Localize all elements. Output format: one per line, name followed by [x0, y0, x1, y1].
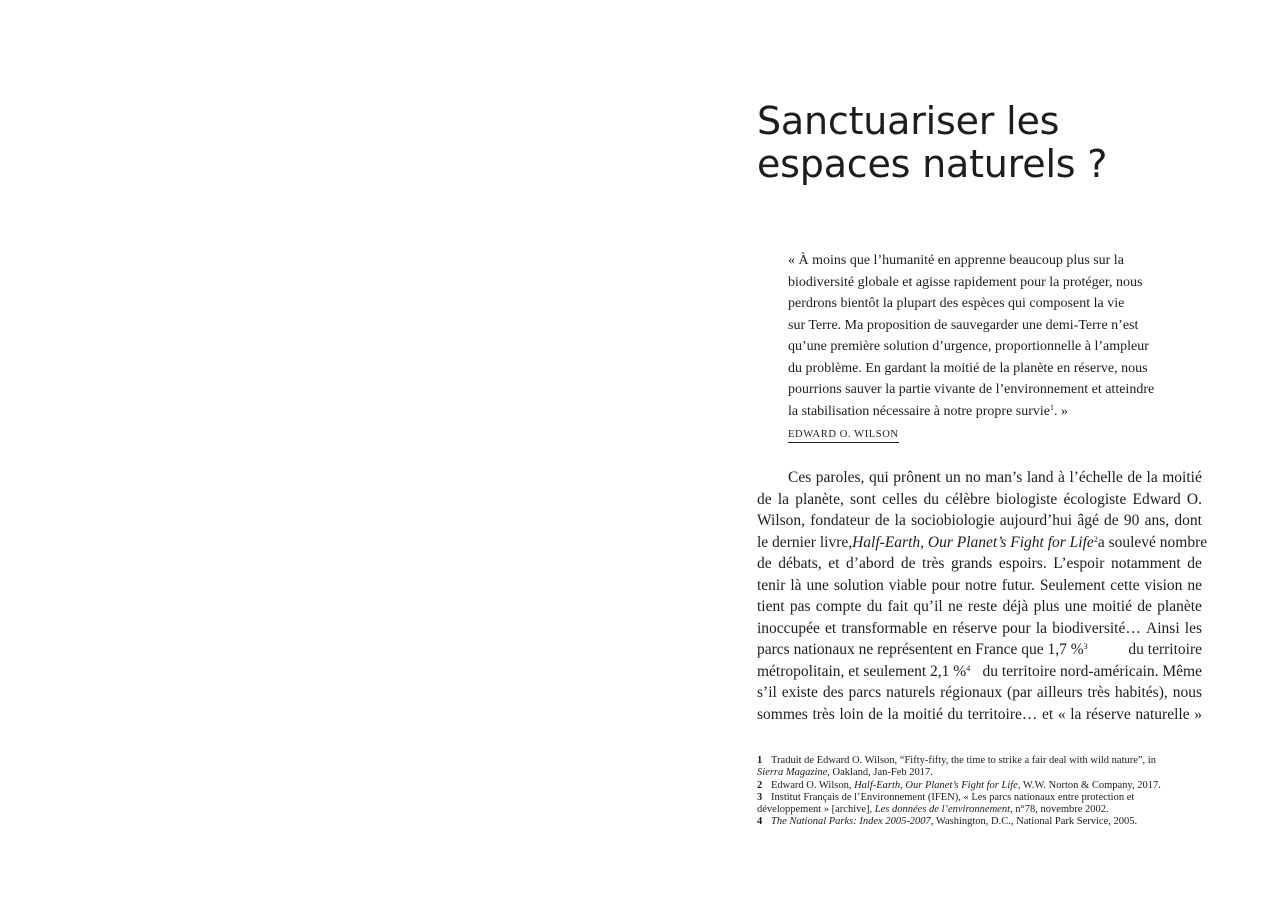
- body-word: grands: [951, 555, 993, 572]
- quote-line: perdrons bientôt la plupart des espèces qui composent la vie: [788, 296, 1125, 311]
- body-line: [757, 704, 1202, 726]
- body-line: [757, 639, 1202, 661]
- body-word: Edward: [1132, 490, 1181, 508]
- footnote-text: , Washington, D.C., National Park Service, 2005.: [930, 816, 1138, 828]
- quote-line: sur Terre. Ma proposition de sauvegarder une demi-Terre n’est: [788, 317, 1139, 333]
- body-word: fait: [887, 598, 909, 615]
- body-word: tenir: [757, 576, 786, 594]
- magazine-title: Sierra Magazine: [757, 767, 828, 779]
- body-line: [757, 489, 1202, 511]
- body-word: de: [1137, 598, 1152, 615]
- chapter-title-line-1: Sanctuariser les: [757, 99, 1060, 143]
- body-text-fragment: parcs nationaux ne représentent en France que 1,7 %: [757, 641, 1084, 658]
- body-word: aujourd’hui: [999, 512, 1073, 529]
- body-word: parcs: [848, 684, 882, 701]
- body-word: de: [757, 490, 772, 508]
- body-word: Wilson,: [757, 512, 806, 529]
- body-word: de: [757, 555, 772, 572]
- quote-line: qu’une première solution d’urgence, proportionnelle à l’ampleur: [788, 339, 1149, 354]
- body-text-segment: [757, 639, 1088, 661]
- body-word: du: [947, 705, 964, 723]
- body-word: territoire…: [967, 705, 1038, 723]
- footnote-text: développement » [archive],: [757, 804, 875, 816]
- body-line: [757, 661, 1202, 683]
- body-word: man’s: [985, 469, 1023, 486]
- body-word: existe: [781, 684, 818, 701]
- footnote-number: 1: [757, 755, 763, 766]
- footnote-number: 3: [757, 791, 763, 803]
- body-line: [757, 682, 1202, 704]
- body-word: 90: [1123, 512, 1140, 529]
- body-word: moitié: [1162, 469, 1202, 486]
- quote-last-text: la stabilisation nécessaire à notre propre survie: [788, 403, 1051, 419]
- body-word: Ainsi: [1146, 619, 1180, 637]
- body-word: (par: [1007, 684, 1032, 701]
- body-word: viable: [888, 576, 927, 594]
- body-word: loin: [839, 705, 864, 723]
- body-word: reste: [967, 598, 998, 615]
- body-word: déjà: [1002, 598, 1029, 615]
- footnote-text: Traduit de Edward O. Wilson, “Fifty-fifty, the time to strike a fair deal with wild nature”, in: [771, 755, 1156, 766]
- publication-title: Les données de l’environnement: [874, 804, 1010, 816]
- body-word: inoccupée: [757, 619, 820, 637]
- body-word: et: [828, 555, 840, 572]
- book-title-ref: [852, 532, 1098, 554]
- footnote-4: [757, 816, 1202, 828]
- body-word: paroles,: [815, 469, 865, 486]
- chapter-title: [757, 100, 1237, 186]
- body-text-segment: du territoire: [1128, 641, 1202, 658]
- body-word: la: [777, 490, 790, 508]
- footnote-text: Edward O. Wilson,: [771, 779, 855, 791]
- body-text-fragment: métropolitain, et seulement 2,1 %: [757, 662, 967, 680]
- body-word: cette: [1110, 576, 1140, 594]
- quote-line: du problème. En gardant la moitié de la planète en réserve, nous: [788, 360, 1148, 376]
- body-word: la: [887, 705, 899, 723]
- body-line: [757, 575, 1202, 597]
- footnote-ref-3: 3: [1083, 642, 1088, 651]
- quote-line: « À moins que l’humanité en apprenne beaucoup plus sur la: [788, 253, 1124, 268]
- book-title-italic: Half-Earth, Our Planet’s Fight for Life: [852, 533, 1094, 551]
- body-word: no: [965, 469, 981, 486]
- body-word: de: [1127, 469, 1142, 486]
- footnote-1-cont: [757, 767, 1202, 779]
- footnote-number: 4: [757, 816, 763, 828]
- body-line: [757, 553, 1202, 575]
- footnote-ref-4: 4: [966, 663, 971, 673]
- body-word: une: [1064, 598, 1088, 615]
- quote-closing: . »: [1054, 403, 1069, 419]
- body-word: espoirs.: [998, 555, 1047, 572]
- footnote-2: [757, 780, 1202, 792]
- body-word: biodiversité…: [1052, 619, 1141, 637]
- body-word: pour: [1002, 619, 1031, 637]
- body-word: land: [1026, 469, 1054, 486]
- body-word: sommes: [757, 705, 808, 723]
- body-word: futur.: [1001, 576, 1035, 594]
- body-word: très: [1087, 684, 1110, 701]
- body-word: la: [894, 512, 906, 529]
- body-word: réserve: [952, 619, 998, 637]
- body-text-segment: [757, 661, 970, 683]
- body-line: [757, 618, 1202, 640]
- body-word: sont: [850, 490, 876, 508]
- body-word: là: [790, 576, 802, 594]
- body-text-segment: le dernier livre,: [757, 533, 853, 551]
- body-word: du: [923, 490, 940, 508]
- body-word: «: [1057, 705, 1066, 723]
- body-word: moitié: [903, 705, 943, 723]
- body-word: »: [1194, 705, 1202, 723]
- body-word: à: [1058, 469, 1065, 486]
- footnote-text: , n°78, novembre 2002.: [1010, 804, 1109, 816]
- body-word: s’il: [757, 684, 777, 701]
- quote-line: pourrions sauver la partie vivante de l’environnement et atteindre: [788, 382, 1155, 397]
- footnotes: [757, 755, 1202, 829]
- quote-line-last: [788, 401, 1188, 423]
- body-word: de: [874, 512, 890, 529]
- right-page: [644, 0, 1288, 913]
- body-word: Ces: [788, 469, 812, 486]
- body-text-segment: a soulevé nombre: [1097, 533, 1208, 551]
- body-word: régionaux: [940, 684, 1003, 701]
- body-word: habités),: [1114, 684, 1168, 701]
- footnote-number: 2: [757, 779, 763, 791]
- body-word: dont: [1174, 512, 1202, 529]
- body-word: de: [900, 555, 916, 572]
- body-word: et: [1042, 705, 1054, 723]
- body-word: planète: [1157, 598, 1202, 615]
- body-word: tient: [757, 598, 785, 615]
- body-word: de: [868, 705, 883, 723]
- body-word: transformable: [841, 619, 928, 637]
- body-word: écologiste: [1063, 490, 1127, 508]
- body-word: très: [922, 555, 945, 572]
- footnote-text: , W.W. Norton & Company, 2017.: [1017, 779, 1161, 791]
- body-word: du: [866, 598, 883, 615]
- body-word: des: [822, 684, 844, 701]
- body-word: débats,: [778, 555, 822, 572]
- body-word: notamment: [1110, 555, 1181, 572]
- body-word: d’abord: [846, 555, 895, 572]
- body-word: O.: [1186, 490, 1202, 508]
- body-word: L’espoir: [1053, 555, 1105, 572]
- body-word: celles: [882, 490, 918, 508]
- chapter-title-line-2: espaces naturels ?: [757, 142, 1108, 186]
- body-word: de: [1187, 555, 1202, 572]
- body-word: les: [1184, 619, 1202, 637]
- body-word: réserve: [1086, 705, 1131, 723]
- body-line: [757, 510, 1202, 532]
- body-word: qu’il: [913, 598, 943, 615]
- body-text-segment: du territoire nord-américain. Même: [982, 662, 1202, 680]
- body-word: ne: [1187, 576, 1202, 594]
- body-word: sociobiologie: [911, 512, 995, 529]
- publication-title: The National Parks: Index 2005-2007: [771, 816, 931, 828]
- body-word: la: [1035, 619, 1048, 637]
- footnote-3: [757, 792, 1202, 804]
- body-word: ans,: [1144, 512, 1170, 529]
- footnote-1: [757, 755, 1202, 767]
- body-word: fondateur: [810, 512, 870, 529]
- body-line: [757, 596, 1202, 618]
- body-word: naturelle: [1135, 705, 1190, 723]
- footnote-text: Institut Français de l’Environnement (IFEN), « Les parcs nationaux entre protection et: [771, 791, 1135, 803]
- body-line: [757, 532, 1208, 554]
- body-word: qui: [868, 469, 889, 486]
- body-word: ne: [947, 598, 963, 615]
- book-title-italic: Half-Earth, Our Planet’s Fight for Life: [854, 779, 1018, 791]
- body-word: notre: [964, 576, 997, 594]
- footnote-3-cont: [757, 804, 1202, 816]
- body-word: en: [932, 619, 948, 637]
- body-word: très: [812, 705, 835, 723]
- body-word: compte: [815, 598, 862, 615]
- body-word: la: [1070, 705, 1082, 723]
- body-word: moitié: [1092, 598, 1132, 615]
- body-word: âgé: [1077, 512, 1099, 529]
- body-word: Seulement: [1039, 576, 1106, 594]
- body-word: de: [1104, 512, 1119, 529]
- body-word: prônent: [893, 469, 941, 486]
- body-word: pour: [931, 576, 960, 594]
- footnote-text: , Oakland, Jan-Feb 2017.: [827, 767, 933, 779]
- quote-author: EDWARD O. WILSON: [788, 428, 899, 443]
- epigraph-quote: [788, 250, 1188, 443]
- body-word: biologiste: [996, 490, 1058, 508]
- body-word: nous: [1172, 684, 1202, 701]
- body-word: solution: [833, 576, 884, 594]
- footnote-ref-2: 2: [1093, 534, 1098, 544]
- body-word: plus: [1033, 598, 1060, 615]
- body-word: planète,: [795, 490, 844, 508]
- body-word: un: [945, 469, 961, 486]
- body-word: célèbre: [945, 490, 990, 508]
- body-word: naturels: [886, 684, 936, 701]
- body-word: une: [806, 576, 829, 594]
- quote-line: biodiversité globale et agisse rapidement pour la protéger, nous: [788, 274, 1143, 290]
- body-line: [757, 467, 1202, 489]
- body-word: ailleurs: [1036, 684, 1083, 701]
- body-word: vision: [1144, 576, 1183, 594]
- body-word: la: [1146, 469, 1158, 486]
- body-word: l’échelle: [1069, 469, 1123, 486]
- body-word: pas: [789, 598, 811, 615]
- body-paragraph: [757, 467, 1208, 725]
- footnote-ref-1: 1: [1050, 402, 1055, 412]
- body-word: et: [824, 619, 837, 637]
